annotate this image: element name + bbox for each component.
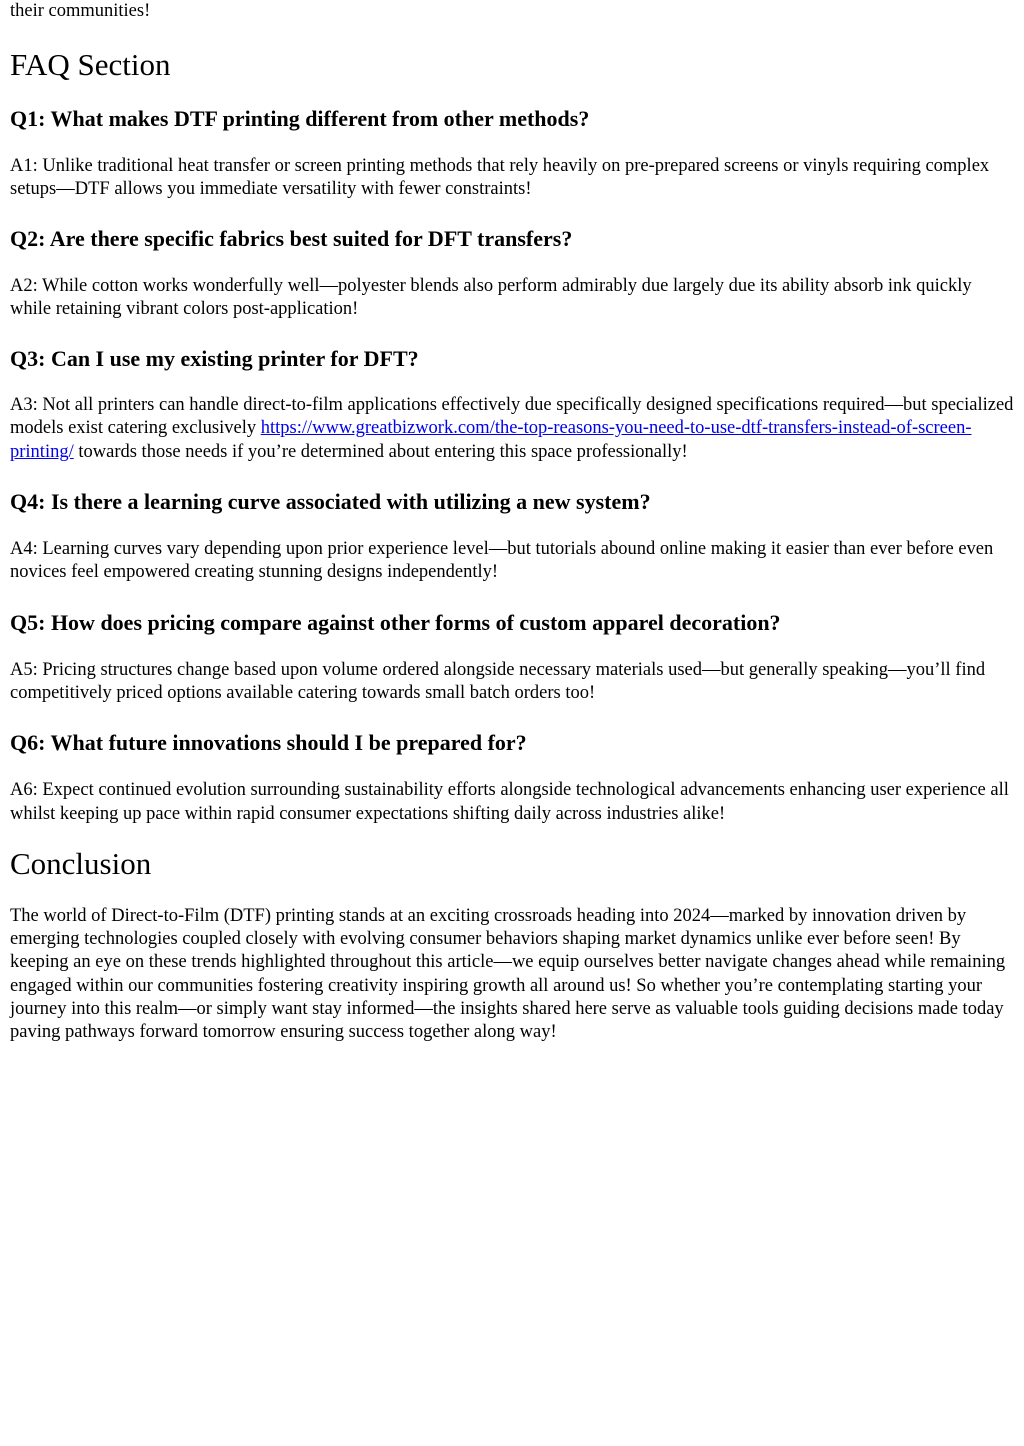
- conclusion-text: The world of Direct-to-Film (DTF) printing stands at an exciting crossroads heading into 2024—marked by innovation driven by emerging technologies coupled closely with evolving consumer behaviors shaping market dynamics unlike ever before seen! By keeping an eye on these trends highlighted throughout this article—we equip ourselves better navigate changes ahead while remaining engaged within our communities fostering creativity inspiring growth all around us! So whether you’re contemplating starting your journey into this realm—or simply want stay informed—the insights shared here serve as valuable tools guiding decisions made today paving pathways forward tomorrow ensuring success together along way!: [10, 905, 1006, 1043]
- faq-answer-3-text-before: A3: Not all printers can handle direct-to-film applications effectively due specifically designed specifications required—but specialized models exist catering exclusively: [10, 395, 1014, 439]
- faq-section-title: FAQ Section: [10, 47, 171, 82]
- faq-answer-3: [10, 394, 1014, 464]
- article-body: [10, 0, 1014, 1045]
- faq-answer-5: A5: Pricing structures change based upon volume ordered alongside necessary materials used—but generally speaking—you’ll find competitively priced options available catering towards small batch orders too!: [10, 659, 986, 703]
- faq-question-5: Q5: How does pricing compare against other forms of custom apparel decoration?: [10, 609, 781, 635]
- intro-tail-text: their communities!: [10, 1, 151, 21]
- faq-question-3: Q3: Can I use my existing printer for DFT?: [10, 346, 419, 372]
- faq-answer-6: A6: Expect continued evolution surrounding sustainability efforts alongside technological advancements enhancing user experience all whilst keeping up pace within rapid consumer expectations shifting daily across industries alike!: [10, 780, 1009, 824]
- faq-question-6: Q6: What future innovations should I be prepared for?: [10, 730, 527, 756]
- faq-answer-2: A2: While cotton works wonderfully well—polyester blends also perform admirably due largely due its ability absorb ink quickly while retaining vibrant colors post-application!: [10, 275, 972, 319]
- greatbizwork-link[interactable]: https://www.greatbizwork.com/the-top-reasons-you-need-to-use-dtf-transfers-instead-of-screen-printing/: [10, 418, 972, 462]
- faq-question-2: Q2: Are there specific fabrics best suited for DFT transfers?: [10, 225, 573, 251]
- faq-answer-1: A1: Unlike traditional heat transfer or screen printing methods that rely heavily on pre-prepared screens or vinyls requiring complex setups—DTF allows you immediate versatility with fewer constraints!: [10, 156, 990, 200]
- faq-question-1: Q1: What makes DTF printing different from other methods?: [10, 106, 590, 131]
- faq-answer-4: A4: Learning curves vary depending upon prior experience level—but tutorials abound online making it easier than ever before even novices feel empowered creating stunning designs independently!: [10, 539, 994, 583]
- conclusion-title: Conclusion: [10, 845, 152, 881]
- faq-question-4: Q4: Is there a learning curve associated with utilizing a new system?: [10, 489, 651, 515]
- faq-answer-3-text-after: towards those needs if you’re determined about entering this space professionally!: [73, 441, 688, 462]
